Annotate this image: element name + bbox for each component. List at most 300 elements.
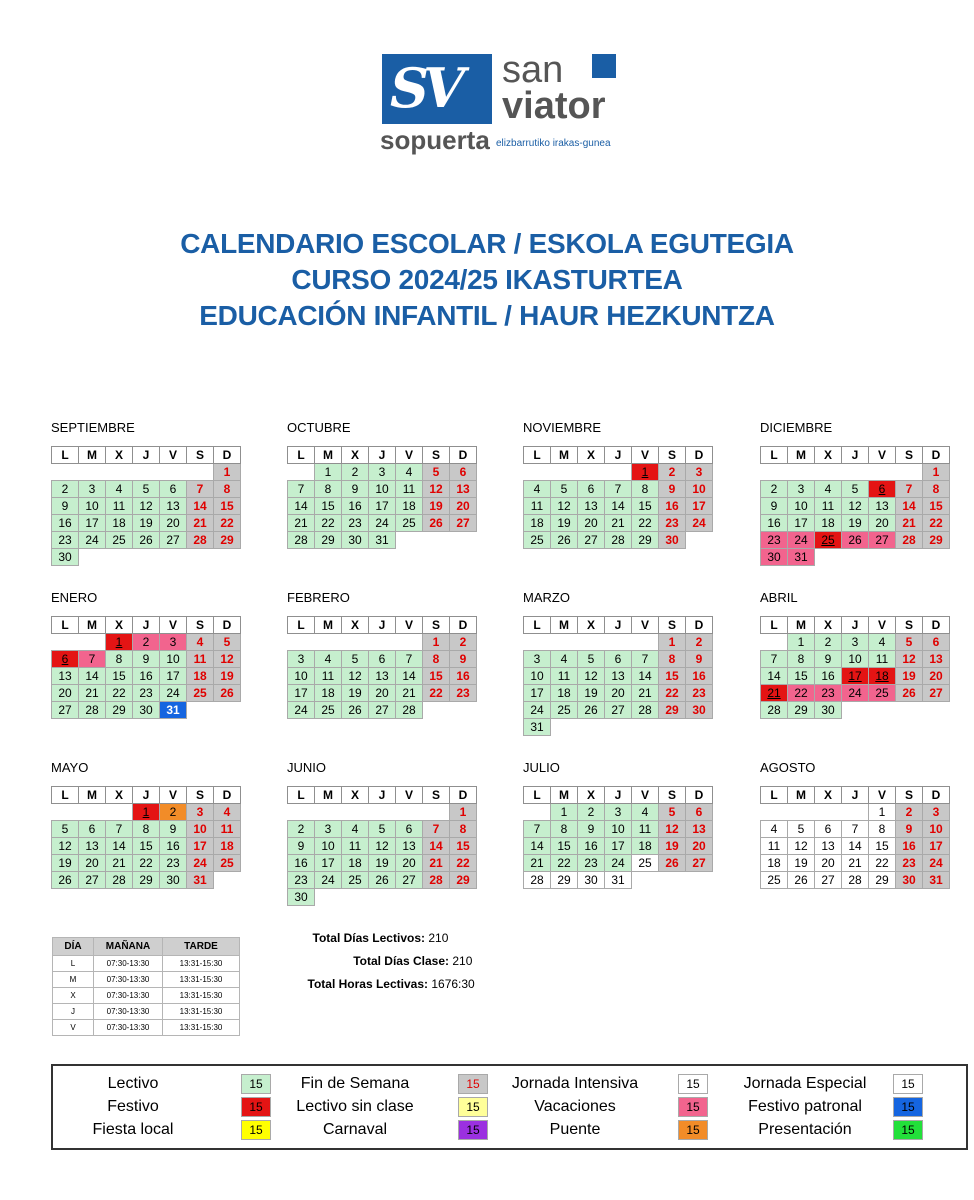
weekday-label: X <box>106 617 133 634</box>
weekday-header <box>524 617 713 634</box>
schedule-day: J <box>53 1004 94 1020</box>
weekday-label: S <box>896 447 923 464</box>
day-cell: 6 <box>686 804 713 821</box>
day-cell: 10 <box>315 838 342 855</box>
empty-cell <box>842 702 869 719</box>
week-row <box>52 549 241 566</box>
empty-cell <box>578 464 605 481</box>
day-cell: 18 <box>315 685 342 702</box>
day-cell: 22 <box>632 515 659 532</box>
day-cell: 27 <box>686 855 713 872</box>
day-cell: 3 <box>686 464 713 481</box>
day-cell: 26 <box>896 685 923 702</box>
day-cell: 21 <box>288 515 315 532</box>
day-cell: 13 <box>160 498 187 515</box>
day-cell: 19 <box>133 515 160 532</box>
day-cell: 23 <box>342 515 369 532</box>
day-cell: 19 <box>369 855 396 872</box>
month-grid <box>760 786 950 889</box>
weekday-label: M <box>551 787 578 804</box>
day-cell: 23 <box>160 855 187 872</box>
week-row <box>761 872 950 889</box>
day-cell: 29 <box>133 872 160 889</box>
day-cell: 12 <box>788 838 815 855</box>
day-cell: 14 <box>524 838 551 855</box>
week-row <box>52 515 241 532</box>
day-cell: 12 <box>896 651 923 668</box>
day-cell: 7 <box>524 821 551 838</box>
day-cell: 9 <box>342 481 369 498</box>
day-cell: 9 <box>659 481 686 498</box>
day-cell: 12 <box>659 821 686 838</box>
day-cell: 2 <box>761 481 788 498</box>
day-cell: 12 <box>551 498 578 515</box>
day-cell: 24 <box>79 532 106 549</box>
day-cell: 24 <box>788 532 815 549</box>
title-line-1: CALENDARIO ESCOLAR / ESKOLA EGUTEGIA <box>180 228 794 259</box>
total-horas-value: 1676:30 <box>431 977 475 991</box>
weekday-label: S <box>896 617 923 634</box>
day-cell: 3 <box>160 634 187 651</box>
day-cell: 22 <box>788 685 815 702</box>
month-grid <box>523 786 713 889</box>
schedule-morning: 07:30-13:30 <box>94 1004 163 1020</box>
week-row <box>288 651 477 668</box>
day-cell: 13 <box>605 668 632 685</box>
day-cell: 25 <box>214 855 241 872</box>
day-cell: 10 <box>288 668 315 685</box>
day-cell: 14 <box>761 668 788 685</box>
day-cell: 11 <box>342 838 369 855</box>
day-cell: 26 <box>342 702 369 719</box>
weekday-label: M <box>315 787 342 804</box>
day-cell: 20 <box>686 838 713 855</box>
empty-cell <box>423 532 450 549</box>
day-cell: 27 <box>815 872 842 889</box>
week-row <box>52 668 241 685</box>
day-cell: 19 <box>896 668 923 685</box>
day-cell: 30 <box>578 872 605 889</box>
week-row <box>524 498 713 515</box>
weekday-label: X <box>342 447 369 464</box>
day-cell: 31 <box>187 872 214 889</box>
day-cell: 24 <box>524 702 551 719</box>
day-cell: 2 <box>578 804 605 821</box>
day-cell: 26 <box>369 872 396 889</box>
logo-place: sopuerta <box>380 125 490 155</box>
weekday-label: X <box>578 447 605 464</box>
week-row <box>524 532 713 549</box>
week-row <box>288 889 477 906</box>
day-cell: 9 <box>761 498 788 515</box>
weekday-label: D <box>214 617 241 634</box>
legend-swatch: 15 <box>241 1074 271 1094</box>
week-row <box>288 838 477 855</box>
week-row <box>524 719 713 736</box>
week-row <box>288 464 477 481</box>
day-cell: 24 <box>842 685 869 702</box>
schedule-day: L <box>53 956 94 972</box>
day-cell: 26 <box>551 532 578 549</box>
week-row <box>761 804 950 821</box>
day-cell: 30 <box>896 872 923 889</box>
day-cell: 30 <box>686 702 713 719</box>
weekday-label: X <box>815 447 842 464</box>
empty-cell <box>423 889 450 906</box>
legend-label: Lectivo sin clase <box>296 1098 414 1115</box>
day-cell: 29 <box>450 872 477 889</box>
empty-cell <box>160 549 187 566</box>
empty-cell <box>214 702 241 719</box>
weekday-label: L <box>52 617 79 634</box>
day-cell: 16 <box>578 838 605 855</box>
day-cell: 21 <box>396 685 423 702</box>
day-cell: 19 <box>551 515 578 532</box>
day-cell: 27 <box>396 872 423 889</box>
day-cell: 21 <box>896 515 923 532</box>
schedule-morning: 07:30-13:30 <box>94 1020 163 1036</box>
weekday-label: L <box>524 617 551 634</box>
day-cell: 12 <box>342 668 369 685</box>
empty-cell <box>450 702 477 719</box>
empty-cell <box>315 634 342 651</box>
day-cell: 15 <box>869 838 896 855</box>
weekday-label: V <box>160 787 187 804</box>
day-cell: 17 <box>79 515 106 532</box>
empty-cell <box>686 872 713 889</box>
day-cell: 28 <box>632 702 659 719</box>
legend-label: Jornada Especial <box>743 1075 867 1092</box>
empty-cell <box>423 804 450 821</box>
day-cell: 16 <box>659 498 686 515</box>
legend-label: Fin de Semana <box>300 1075 410 1092</box>
day-cell: 12 <box>133 498 160 515</box>
day-cell: 31 <box>160 702 187 719</box>
day-cell: 11 <box>524 498 551 515</box>
week-row <box>52 821 241 838</box>
day-cell: 13 <box>396 838 423 855</box>
day-cell: 18 <box>869 668 896 685</box>
day-cell: 20 <box>605 685 632 702</box>
day-cell: 19 <box>788 855 815 872</box>
weekday-label: V <box>396 617 423 634</box>
empty-cell <box>578 719 605 736</box>
schedule-afternoon: 13:31-15:30 <box>163 972 240 988</box>
weekday-label: L <box>524 787 551 804</box>
legend-label: Festivo <box>107 1098 159 1115</box>
day-cell: 2 <box>659 464 686 481</box>
empty-cell <box>160 464 187 481</box>
day-cell: 10 <box>686 481 713 498</box>
day-cell: 18 <box>632 838 659 855</box>
month-name: MARZO <box>523 590 570 605</box>
weekday-label: J <box>605 787 632 804</box>
day-cell: 31 <box>524 719 551 736</box>
empty-cell <box>315 889 342 906</box>
day-cell: 3 <box>524 651 551 668</box>
day-cell: 5 <box>369 821 396 838</box>
day-cell: 24 <box>686 515 713 532</box>
day-cell: 21 <box>187 515 214 532</box>
week-row <box>524 855 713 872</box>
day-cell: 24 <box>160 685 187 702</box>
empty-cell <box>369 804 396 821</box>
week-row <box>288 685 477 702</box>
week-row <box>761 855 950 872</box>
day-cell: 6 <box>450 464 477 481</box>
weekday-label: D <box>923 787 950 804</box>
day-cell: 15 <box>106 668 133 685</box>
day-cell: 12 <box>52 838 79 855</box>
schedule-header-day: DÍA <box>53 938 94 956</box>
weekday-label: M <box>315 617 342 634</box>
day-cell: 25 <box>869 685 896 702</box>
weekday-header <box>761 447 950 464</box>
week-row <box>52 685 241 702</box>
day-cell: 1 <box>133 804 160 821</box>
weekday-label: X <box>815 787 842 804</box>
day-cell: 9 <box>288 838 315 855</box>
weekday-label: J <box>369 447 396 464</box>
day-cell: 2 <box>342 464 369 481</box>
day-cell: 30 <box>288 889 315 906</box>
day-cell: 11 <box>396 481 423 498</box>
month-name: AGOSTO <box>760 760 816 775</box>
weekday-label: V <box>869 787 896 804</box>
day-cell: 28 <box>106 872 133 889</box>
day-cell: 17 <box>187 838 214 855</box>
day-cell: 31 <box>605 872 632 889</box>
day-cell: 18 <box>187 668 214 685</box>
day-cell: 21 <box>605 515 632 532</box>
weekday-label: D <box>686 447 713 464</box>
weekday-header <box>761 617 950 634</box>
day-cell: 23 <box>659 515 686 532</box>
day-cell: 8 <box>450 821 477 838</box>
day-cell: 7 <box>79 651 106 668</box>
month-october <box>287 420 487 549</box>
weekday-label: L <box>52 447 79 464</box>
weekday-label: M <box>551 447 578 464</box>
week-row <box>288 481 477 498</box>
day-cell: 17 <box>842 668 869 685</box>
weekday-label: V <box>869 617 896 634</box>
weekday-label: X <box>342 617 369 634</box>
day-cell: 29 <box>315 532 342 549</box>
day-cell: 10 <box>369 481 396 498</box>
weekday-label: S <box>187 787 214 804</box>
empty-cell <box>578 634 605 651</box>
day-cell: 8 <box>923 481 950 498</box>
day-cell: 27 <box>923 685 950 702</box>
day-cell: 23 <box>288 872 315 889</box>
legend-label: Fiesta local <box>92 1121 174 1138</box>
week-row <box>524 481 713 498</box>
empty-cell <box>450 889 477 906</box>
day-cell: 4 <box>187 634 214 651</box>
day-cell: 18 <box>396 498 423 515</box>
day-cell: 13 <box>923 651 950 668</box>
empty-cell <box>106 464 133 481</box>
weekday-label: M <box>79 447 106 464</box>
day-cell: 21 <box>524 855 551 872</box>
day-cell: 27 <box>160 532 187 549</box>
empty-cell <box>842 549 869 566</box>
total-lectivos-value: 210 <box>428 931 449 945</box>
day-cell: 6 <box>923 634 950 651</box>
empty-cell <box>214 549 241 566</box>
empty-cell <box>52 464 79 481</box>
day-cell: 29 <box>214 532 241 549</box>
schedule-row <box>53 1020 240 1036</box>
empty-cell <box>815 464 842 481</box>
day-cell: 19 <box>52 855 79 872</box>
week-row <box>524 464 713 481</box>
day-cell: 16 <box>450 668 477 685</box>
day-cell: 8 <box>632 481 659 498</box>
day-cell: 5 <box>342 651 369 668</box>
empty-cell <box>788 464 815 481</box>
schedule-header-afternoon: TARDE <box>163 938 240 956</box>
day-cell: 13 <box>79 838 106 855</box>
day-cell: 25 <box>524 532 551 549</box>
day-cell: 29 <box>923 532 950 549</box>
month-name: FEBRERO <box>287 590 350 605</box>
day-cell: 4 <box>342 821 369 838</box>
day-cell: 6 <box>396 821 423 838</box>
logo-name-san: san <box>502 49 564 91</box>
day-cell: 17 <box>605 838 632 855</box>
day-cell: 21 <box>761 685 788 702</box>
weekday-label: D <box>923 617 950 634</box>
day-cell: 9 <box>815 651 842 668</box>
day-cell: 4 <box>106 481 133 498</box>
schedule-morning: 07:30-13:30 <box>94 972 163 988</box>
day-cell: 12 <box>214 651 241 668</box>
empty-cell <box>79 634 106 651</box>
month-january <box>51 590 251 719</box>
month-grid <box>287 446 477 549</box>
month-grid <box>760 446 950 566</box>
day-cell: 19 <box>659 838 686 855</box>
day-cell: 6 <box>815 821 842 838</box>
week-row <box>761 532 950 549</box>
weekday-label: V <box>396 447 423 464</box>
day-cell: 18 <box>214 838 241 855</box>
schedule-day: M <box>53 972 94 988</box>
week-row <box>524 872 713 889</box>
day-cell: 4 <box>632 804 659 821</box>
total-clase-label: Total Días Clase: <box>353 954 449 968</box>
day-cell: 28 <box>79 702 106 719</box>
day-cell: 26 <box>214 685 241 702</box>
empty-cell <box>551 464 578 481</box>
day-cell: 30 <box>160 872 187 889</box>
empty-cell <box>524 464 551 481</box>
legend-swatch: 15 <box>678 1074 708 1094</box>
empty-cell <box>632 872 659 889</box>
day-cell: 8 <box>423 651 450 668</box>
weekday-header <box>288 447 477 464</box>
weekday-label: V <box>869 447 896 464</box>
day-cell: 2 <box>815 634 842 651</box>
day-cell: 20 <box>160 515 187 532</box>
day-cell: 13 <box>869 498 896 515</box>
week-row <box>52 651 241 668</box>
empty-cell <box>842 804 869 821</box>
day-cell: 18 <box>551 685 578 702</box>
schedule-afternoon: 13:31-15:30 <box>163 956 240 972</box>
weekday-label: L <box>761 787 788 804</box>
day-cell: 17 <box>923 838 950 855</box>
week-row <box>761 481 950 498</box>
week-row <box>288 515 477 532</box>
empty-cell <box>187 549 214 566</box>
schedule-row <box>53 956 240 972</box>
day-cell: 14 <box>423 838 450 855</box>
logo-square-icon <box>592 54 616 78</box>
day-cell: 17 <box>288 685 315 702</box>
weekday-header <box>52 447 241 464</box>
day-cell: 9 <box>133 651 160 668</box>
day-cell: 2 <box>288 821 315 838</box>
title-line-3: EDUCACIÓN INFANTIL / HAUR HEZKUNTZA <box>199 300 775 331</box>
day-cell: 24 <box>288 702 315 719</box>
day-cell: 26 <box>423 515 450 532</box>
month-name: NOVIEMBRE <box>523 420 602 435</box>
day-cell: 24 <box>923 855 950 872</box>
day-cell: 3 <box>842 634 869 651</box>
day-cell: 26 <box>52 872 79 889</box>
weekday-label: J <box>133 447 160 464</box>
day-cell: 3 <box>187 804 214 821</box>
day-cell: 15 <box>423 668 450 685</box>
weekday-label: V <box>632 787 659 804</box>
day-cell: 4 <box>761 821 788 838</box>
week-row <box>288 668 477 685</box>
empty-cell <box>551 719 578 736</box>
day-cell: 7 <box>761 651 788 668</box>
day-cell: 15 <box>659 668 686 685</box>
weekday-label: L <box>288 447 315 464</box>
weekday-header <box>52 787 241 804</box>
weekday-label: L <box>761 617 788 634</box>
day-cell: 14 <box>842 838 869 855</box>
weekday-label: X <box>578 787 605 804</box>
day-cell: 7 <box>288 481 315 498</box>
day-cell: 3 <box>788 481 815 498</box>
empty-cell <box>815 804 842 821</box>
day-cell: 25 <box>815 532 842 549</box>
day-cell: 29 <box>788 702 815 719</box>
empty-cell <box>524 804 551 821</box>
schedule-row <box>53 1004 240 1020</box>
week-row <box>288 702 477 719</box>
day-cell: 2 <box>160 804 187 821</box>
day-cell: 22 <box>315 515 342 532</box>
day-cell: 1 <box>214 464 241 481</box>
weekday-label: M <box>788 447 815 464</box>
day-cell: 3 <box>923 804 950 821</box>
week-row <box>52 872 241 889</box>
empty-cell <box>524 634 551 651</box>
day-cell: 11 <box>214 821 241 838</box>
day-cell: 13 <box>52 668 79 685</box>
legend-swatch: 15 <box>241 1097 271 1117</box>
weekday-label: S <box>423 617 450 634</box>
empty-cell <box>133 464 160 481</box>
week-row <box>288 872 477 889</box>
